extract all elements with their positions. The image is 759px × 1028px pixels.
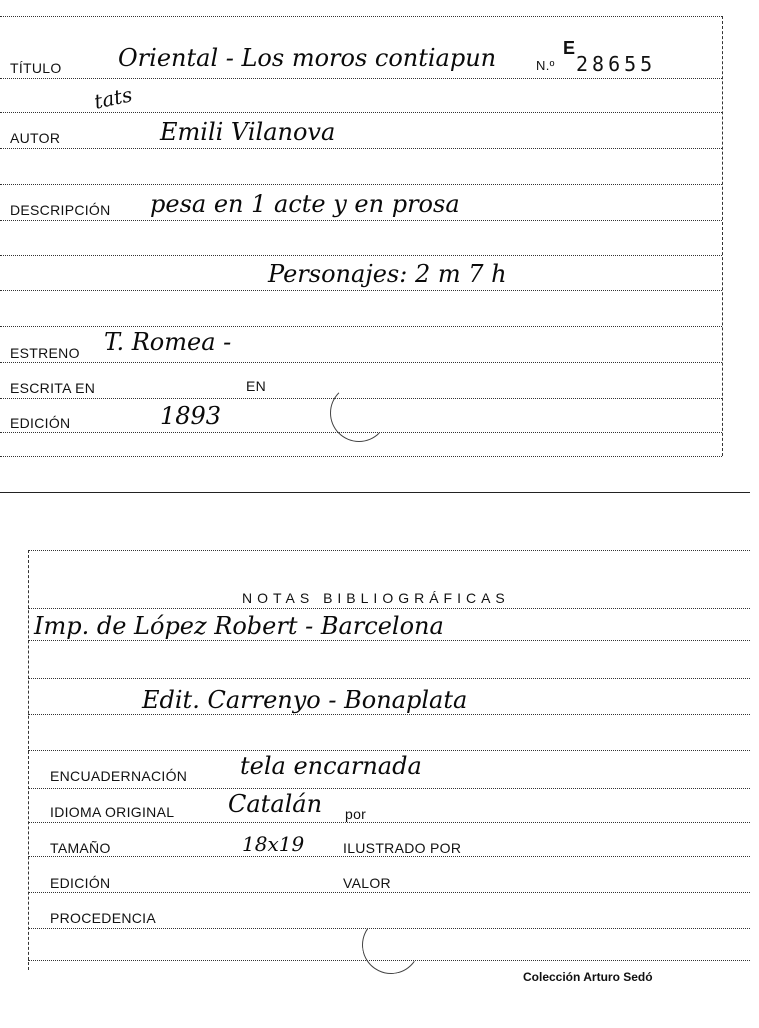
value-idioma: Catalán — [228, 790, 323, 818]
label-procedencia: PROCEDENCIA — [50, 910, 156, 926]
rule-line — [0, 326, 722, 327]
card-separator — [0, 492, 750, 493]
label-valor: VALOR — [343, 875, 391, 891]
label-idioma-original: IDIOMA ORIGINAL — [50, 804, 175, 820]
catalog-card-bottom — [0, 540, 759, 1028]
value-personajes: Personajes: 2 m 7 h — [268, 260, 507, 288]
rule-line — [28, 750, 750, 751]
note-line-2: Edit. Carrenyo - Bonaplata — [142, 686, 468, 714]
label-escrita-en: ESCRITA EN — [10, 380, 96, 396]
rule-line — [28, 822, 750, 823]
card-right-border — [722, 16, 723, 456]
note-line-1: Imp. de López Robert - Barcelona — [34, 612, 444, 640]
rule-line — [28, 640, 750, 641]
label-encuadernacion: ENCUADERNACIÓN — [50, 768, 188, 784]
rule-line — [28, 714, 750, 715]
label-edicion: EDICIÓN — [10, 415, 71, 431]
value-estreno: T. Romea - — [104, 328, 232, 356]
value-tamano: 18x19 — [242, 832, 305, 856]
rule-line — [0, 362, 722, 363]
rule-line — [28, 678, 750, 679]
label-tamano: TAMAÑO — [50, 840, 111, 856]
rule-line — [0, 220, 722, 221]
label-estreno: ESTRENO — [10, 345, 80, 361]
rule-line — [0, 255, 722, 256]
value-titulo: Oriental - Los moros contiapun — [118, 44, 497, 72]
rule-line — [0, 78, 722, 79]
value-titulo-continued: tats — [91, 82, 135, 114]
punch-hole-mark — [330, 384, 388, 442]
label-en: EN — [246, 378, 267, 394]
label-edicion-bottom: EDICIÓN — [50, 875, 111, 891]
punch-hole-mark — [357, 911, 424, 978]
notes-heading: NOTAS BIBLIOGRÁFICAS — [242, 590, 510, 606]
rule-line — [0, 112, 722, 113]
collection-footer: Colección Arturo Sedó — [523, 970, 653, 984]
value-numero-prefix: E — [563, 38, 576, 58]
rule-line — [28, 608, 750, 609]
label-por: por — [345, 806, 367, 822]
rule-line — [0, 184, 722, 185]
rule-line — [28, 856, 750, 857]
label-ilustrado-por: ILUSTRADO POR — [343, 840, 462, 856]
rule-line — [0, 290, 722, 291]
value-autor: Emili Vilanova — [160, 118, 336, 146]
label-titulo: TÍTULO — [10, 60, 62, 76]
value-descripcion: pesa en 1 acte y en prosa — [150, 190, 460, 218]
rule-line — [28, 892, 750, 893]
card-top-border — [0, 16, 722, 17]
label-descripcion: DESCRIPCIÓN — [10, 202, 111, 218]
card-left-border — [28, 550, 29, 970]
value-numero: 28655 — [576, 52, 657, 76]
rule-line — [0, 456, 722, 457]
value-encuadernacion: tela encarnada — [240, 752, 422, 780]
label-numero: N.º — [536, 58, 555, 73]
rule-line — [0, 148, 722, 149]
rule-line — [28, 788, 750, 789]
label-autor: AUTOR — [10, 130, 61, 146]
value-edicion: 1893 — [160, 402, 222, 430]
catalog-card-top — [0, 0, 759, 500]
card-top-border — [28, 550, 750, 551]
